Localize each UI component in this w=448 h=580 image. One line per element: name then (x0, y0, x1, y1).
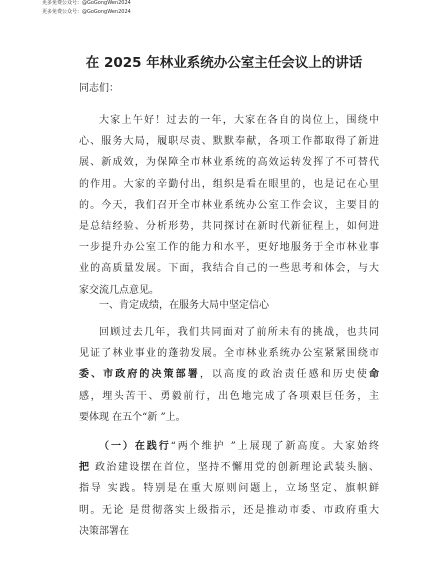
bold-phrase: 把 (79, 462, 91, 474)
paragraph-line: 展、新成效，为保障全市林业系统的高效运转发挥了不可替代 (79, 157, 379, 169)
paragraph-line: 指导 实践。特别是在重大原则问题上，立场坚定、旗帜鲜 (79, 483, 379, 495)
paragraph-opening (79, 110, 379, 301)
paragraph-line: 回顾过去几年，我们共同面对了前所未有的挑战，也共同 (99, 327, 379, 338)
paragraph-line: 大家上午好！过去的一年，大家在各自的岗位上，围绕中 (99, 115, 379, 126)
paragraph-line (79, 457, 379, 478)
greeting: 同志们： (79, 83, 119, 94)
paragraph-line: 心、服务大局，履职尽责、默默奉献，各项工作都取得了新进 (79, 136, 379, 148)
paragraph-line: 一步提升办公室工作的能力和水平，更好地服务于全市林业事 (79, 242, 379, 254)
paragraph-line: 是总结经验、分析形势，共同探讨在新时代新征程上，如何进 (79, 220, 379, 232)
bold-phrase: 命 (369, 369, 379, 381)
paragraph-line (79, 436, 379, 457)
text-span: “两个维护 ”上展现了新高度。大家始终 (170, 441, 379, 452)
document-title: 在 2025 年林业系统办公室主任会议上的讲话 (85, 55, 363, 71)
paragraph-line: 决策部署在 (79, 525, 129, 537)
paragraph-line: 感，埋头苦干、勇毅前行，出色地完成了各项艰巨任务，主 (79, 390, 379, 402)
paragraph-line: 家交流几点意见。 (79, 284, 159, 296)
paragraph-first-point (79, 436, 379, 542)
paragraph-line (79, 364, 379, 385)
bold-phrase: （一）在践行 (99, 441, 171, 452)
paragraph-line: 见证了林业事业的蓬勃发展。全市林业系统办公室紧紧围绕市 (79, 348, 379, 360)
paragraph-line: 要体现 在五个“新 ”上。 (79, 411, 186, 423)
paragraph-line: 业的高质量发展。下面，我结合自己的一些思考和体会，与大 (79, 263, 379, 275)
watermark-text: 更多免费公众号：@GoGongWen2024 (42, 0, 131, 6)
text-span: 政治建设摆在首位，坚持不懈用党的创新理论武装头脑、 (90, 462, 379, 474)
watermark-text: 更多免费公众号：@GoGongWen2024 (42, 9, 131, 15)
bold-phrase: 委、市政府的决策部署 (79, 369, 200, 381)
paragraph-line: 明。无论 是贯彻落实上级指示，还是推动市委、市政府重大 (79, 504, 379, 516)
paragraph-line: 的。今天，我们召开全市林业系统办公室工作会议，主要目的 (79, 199, 379, 211)
text-span: ，以高度的政治责任感和历史使 (199, 369, 370, 381)
paragraph-line: 的作用。大家的辛勤付出，组织是看在眼里的，也是记在心里 (79, 178, 379, 190)
section-heading: 一、肯定成绩，在服务大局中坚定信心 (99, 300, 269, 311)
paragraph-review (79, 322, 379, 428)
